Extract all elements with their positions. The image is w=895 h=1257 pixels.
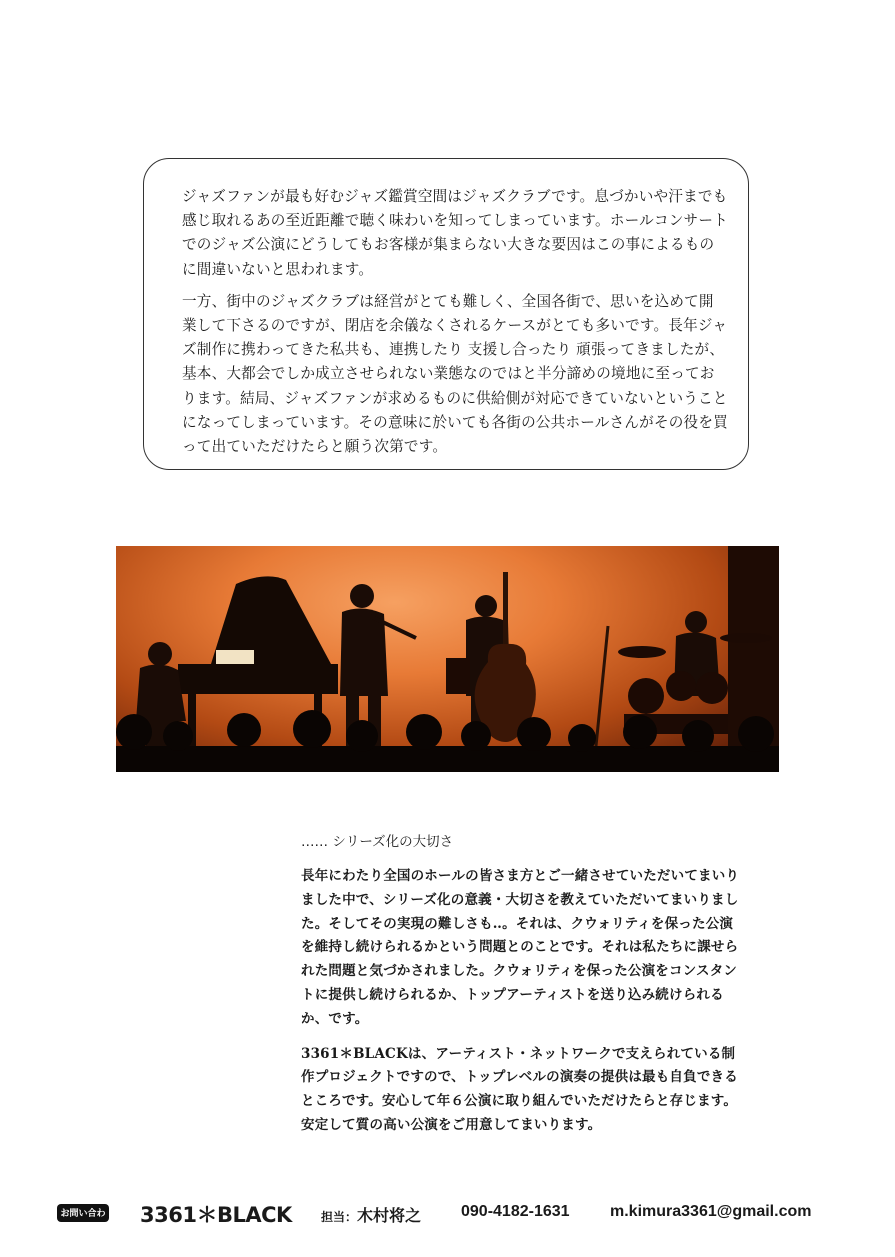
amplifier — [446, 658, 470, 694]
intro-text-box — [143, 158, 749, 470]
intro-paragraph-1: ジャズファンが最も好むジャズ鑑賞空間はジャズクラブです。息づかいや汗までも感じ取れるあの至近距離で聴く味わいを知ってしまっています。ホールコンサートでのジャズ公演にどうしてもお客様が集まらない大きな要因はこの事によるものに間違いないと思われます。 — [182, 188, 728, 278]
concert-photo — [116, 546, 779, 772]
mic-stand — [596, 626, 608, 746]
article-paragraph-2: 3361＊BLACKは、アーティスト・ネットワークで支えられている制作プロジェクトですので、トップレベルの演奏の提供は最も自負できるところです。安心して年６公演に取り組んでいただけたらと存じます。安定して質の高い公演をご用意してまいります。 — [301, 1045, 738, 1133]
contact-label: 担当： — [321, 1210, 358, 1224]
article-paragraph-1: 長年にわたり全国のホールの皆さま方とご一緒させていただいてまいりました中で、シリーズ化の意義・大切さを教えていただいてまいりました。そしてその実現の難しさも‥。それは、クウォリティを保った公演を維持し続けられるかという問題とのことです。それは私たちに課せられた問題と気づかされました。クウォリティを保った公演をコンスタントに提供し続けられるか、トップアーティストを送り込み続けられるか、です。 — [301, 868, 740, 1027]
email-address[interactable]: m.kimura3361@gmail.com — [610, 1203, 812, 1220]
intro-paragraph-2: 一方、街中のジャズクラブは経営がとても難しく、全国各街で、思いを込めて開業して下さるのですが、閉店を余儀なくされるケースがとても多いです。長年ジャズ制作に携わってきた私共も、連携したり 支援し合ったり 頑張ってきましたが、基本、大都会でしか成立させられない業態なのではと半分諦めの境地に至っております。結局、ジャズファンが求めるものに供給側が対応できていないということになってしまっています。その意味に於いても各街の公共ホールさんがその役を買って出ていただけたらと願う次第です。 — [182, 292, 728, 456]
article-heading: ‥‥‥ シリーズ化の大切さ — [301, 834, 454, 850]
brand-logo: 3361＊BLACK — [140, 1203, 292, 1227]
contact-name: 木村将之 — [357, 1208, 422, 1225]
article-series — [301, 830, 741, 1149]
violinist-figure — [340, 584, 416, 746]
inquiry-badge: お問い合わせ — [57, 1204, 109, 1222]
contact-person — [321, 1203, 421, 1226]
footer-contact — [0, 1196, 895, 1236]
concert-silhouettes — [116, 546, 779, 772]
phone-number[interactable]: 090-4182-1631 — [461, 1203, 570, 1220]
